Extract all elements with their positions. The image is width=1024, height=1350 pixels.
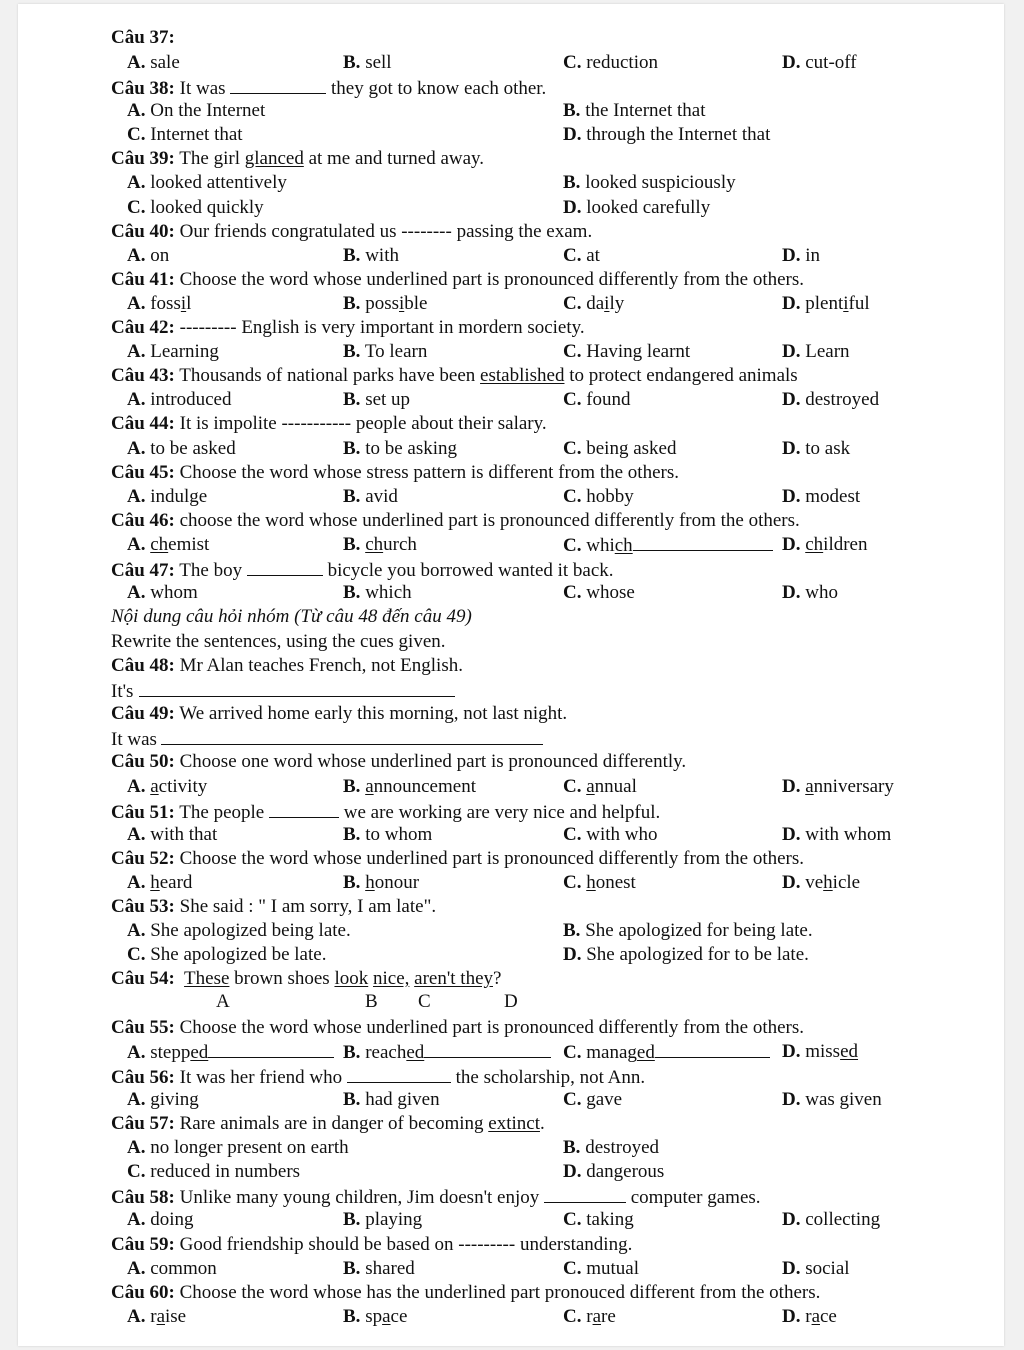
q52-option-b: B. honour [343, 872, 420, 893]
q43-option-d: D. destroyed [782, 389, 880, 410]
q44-option-a: A. to be asked [127, 438, 236, 459]
q38-option-d: D. through the Internet that [563, 124, 771, 145]
q55-option-a: A. stepped [127, 1040, 334, 1065]
q54-marker-d: D [504, 991, 518, 1012]
q55-option-c: C. managed [563, 1040, 770, 1065]
q43-option-c: C. found [563, 389, 631, 410]
q46-option-d: D. children [782, 534, 868, 555]
q45-option-c: C. hobby [563, 486, 634, 507]
q54-marker-a: A [216, 991, 230, 1012]
q42-option-a: A. Learning [127, 341, 219, 362]
question-48: Câu 48: Mr Alan teaches French, not English. [111, 655, 463, 676]
question-37: Câu 37: [111, 27, 175, 48]
q55-option-d: D. missed [782, 1041, 859, 1062]
question-44: Câu 44: It is impolite ----------- people about their salary. [111, 413, 547, 434]
question-55: Câu 55: Choose the word whose underlined part is pronounced differently from the others. [111, 1017, 805, 1038]
question-49: Câu 49: We arrived home early this morning, not last night. [111, 703, 568, 724]
question-58: Câu 58: Unlike many young children, Jim doesn't enjoy computer games. [111, 1184, 761, 1210]
question-42: Câu 42: --------- English is very important in mordern society. [111, 317, 585, 338]
q51-option-a: A. with that [127, 824, 218, 845]
group-instruction: Rewrite the sentences, using the cues given. [111, 631, 446, 652]
q45-option-a: A. indulge [127, 486, 208, 507]
q39-option-d: D. looked carefully [563, 197, 711, 218]
q50-option-d: D. anniversary [782, 776, 894, 797]
q37-option-b: B. sell [343, 52, 392, 73]
question-38: Câu 38: It was they got to know each other. [111, 75, 546, 101]
q41-option-b: B. possible [343, 293, 428, 314]
q59-option-d: D. social [782, 1258, 850, 1279]
q40-option-b: B. with [343, 245, 399, 266]
q38-option-a: A. On the Internet [127, 100, 266, 121]
q37-option-c: C. reduction [563, 52, 658, 73]
q46-option-a: A. chemist [127, 534, 210, 555]
q56-option-a: A. giving [127, 1089, 199, 1110]
q54-marker-b: B [365, 991, 378, 1012]
q60-option-b: B. space [343, 1306, 408, 1327]
q50-option-c: C. annual [563, 776, 637, 797]
question-54: Câu 54: These brown shoes look nice, aren't they? [111, 968, 502, 989]
q39-option-b: B. looked suspiciously [563, 172, 736, 193]
q40-option-a: A. on [127, 245, 170, 266]
q46-option-b: B. church [343, 534, 417, 555]
q60-option-d: D. race [782, 1306, 837, 1327]
q39-option-c: C. looked quickly [127, 197, 264, 218]
q41-option-d: D. plentiful [782, 293, 870, 314]
q59-option-a: A. common [127, 1258, 217, 1279]
q51-option-b: B. to whom [343, 824, 433, 845]
q53-option-b: B. She apologized for being late. [563, 920, 813, 941]
q47-option-a: A. whom [127, 582, 198, 603]
group-title: Nội dung câu hỏi nhóm (Từ câu 48 đến câu 49) [111, 606, 472, 627]
q42-option-d: D. Learn [782, 341, 850, 362]
q51-option-c: C. with who [563, 824, 658, 845]
q43-option-b: B. set up [343, 389, 411, 410]
q56-option-c: C. gave [563, 1089, 623, 1110]
q57-option-c: C. reduced in numbers [127, 1161, 301, 1182]
q59-option-b: B. shared [343, 1258, 415, 1279]
q44-option-d: D. to ask [782, 438, 851, 459]
q58-option-a: A. doing [127, 1209, 194, 1230]
question-59: Câu 59: Good friendship should be based on --------- understanding. [111, 1234, 633, 1255]
q42-option-b: B. To learn [343, 341, 428, 362]
q37-option-d: D. cut-off [782, 52, 857, 73]
q40-option-d: D. in [782, 245, 821, 266]
q52-option-d: D. vehicle [782, 872, 861, 893]
question-51: Câu 51: The people we are working are very nice and helpful. [111, 799, 660, 825]
q56-option-b: B. had given [343, 1089, 440, 1110]
q38-option-c: C. Internet that [127, 124, 243, 145]
q39-option-a: A. looked attentively [127, 172, 287, 193]
q38-option-b: B. the Internet that [563, 100, 706, 121]
q57-option-d: D. dangerous [563, 1161, 665, 1182]
question-56: Câu 56: It was her friend who the scholarship, not Ann. [111, 1064, 645, 1090]
question-41: Câu 41: Choose the word whose underlined part is pronounced differently from the others. [111, 269, 805, 290]
q49-answer-line: It was [111, 726, 543, 752]
q56-option-d: D. was given [782, 1089, 882, 1110]
q51-option-d: D. with whom [782, 824, 892, 845]
q54-marker-c: C [418, 991, 431, 1012]
q41-option-a: A. fossil [127, 293, 192, 314]
q58-option-d: D. collecting [782, 1209, 881, 1230]
question-39: Câu 39: The girl glanced at me and turned away. [111, 148, 485, 169]
q53-option-c: C. She apologized be late. [127, 944, 327, 965]
q48-answer-line: It's [111, 678, 455, 704]
q59-option-c: C. mutual [563, 1258, 640, 1279]
question-53: Câu 53: She said : " I am sorry, I am late". [111, 896, 437, 917]
q44-option-c: C. being asked [563, 438, 677, 459]
question-45: Câu 45: Choose the word whose stress pattern is different from the others. [111, 462, 679, 483]
q42-option-c: C. Having learnt [563, 341, 691, 362]
q46-option-c: C. which [563, 533, 773, 558]
q50-option-b: B. announcement [343, 776, 476, 797]
question-52: Câu 52: Choose the word whose underlined part is pronounced differently from the others. [111, 848, 805, 869]
q60-option-c: C. rare [563, 1306, 616, 1327]
question-43: Câu 43: Thousands of national parks have been established to protect endangered animals [111, 365, 798, 386]
q53-option-a: A. She apologized being late. [127, 920, 351, 941]
q58-option-c: C. taking [563, 1209, 634, 1230]
q45-option-d: D. modest [782, 486, 861, 507]
q44-option-b: B. to be asking [343, 438, 458, 459]
question-46: Câu 46: choose the word whose underlined part is pronounced differently from the others. [111, 510, 800, 531]
question-57: Câu 57: Rare animals are in danger of becoming extinct. [111, 1113, 545, 1134]
question-40: Câu 40: Our friends congratulated us -------- passing the exam. [111, 221, 593, 242]
q45-option-b: B. avid [343, 486, 398, 507]
q50-option-a: A. activity [127, 776, 208, 797]
q52-option-a: A. heard [127, 872, 193, 893]
question-60: Câu 60: Choose the word whose has the underlined part pronouced different from the others. [111, 1282, 821, 1303]
q53-option-d: D. She apologized for to be late. [563, 944, 809, 965]
q43-option-a: A. introduced [127, 389, 232, 410]
q47-option-d: D. who [782, 582, 838, 603]
q47-option-b: B. which [343, 582, 412, 603]
q52-option-c: C. honest [563, 872, 636, 893]
q41-option-c: C. daily [563, 293, 625, 314]
q57-option-a: A. no longer present on earth [127, 1137, 349, 1158]
q55-option-b: B. reached [343, 1040, 551, 1065]
q37-option-a: A. sale [127, 52, 180, 73]
q40-option-c: C. at [563, 245, 600, 266]
question-47: Câu 47: The boy bicycle you borrowed wanted it back. [111, 557, 614, 583]
q58-option-b: B. playing [343, 1209, 423, 1230]
q47-option-c: C. whose [563, 582, 635, 603]
q60-option-a: A. raise [127, 1306, 187, 1327]
q57-option-b: B. destroyed [563, 1137, 660, 1158]
question-50: Câu 50: Choose one word whose underlined part is pronounced differently. [111, 751, 687, 772]
